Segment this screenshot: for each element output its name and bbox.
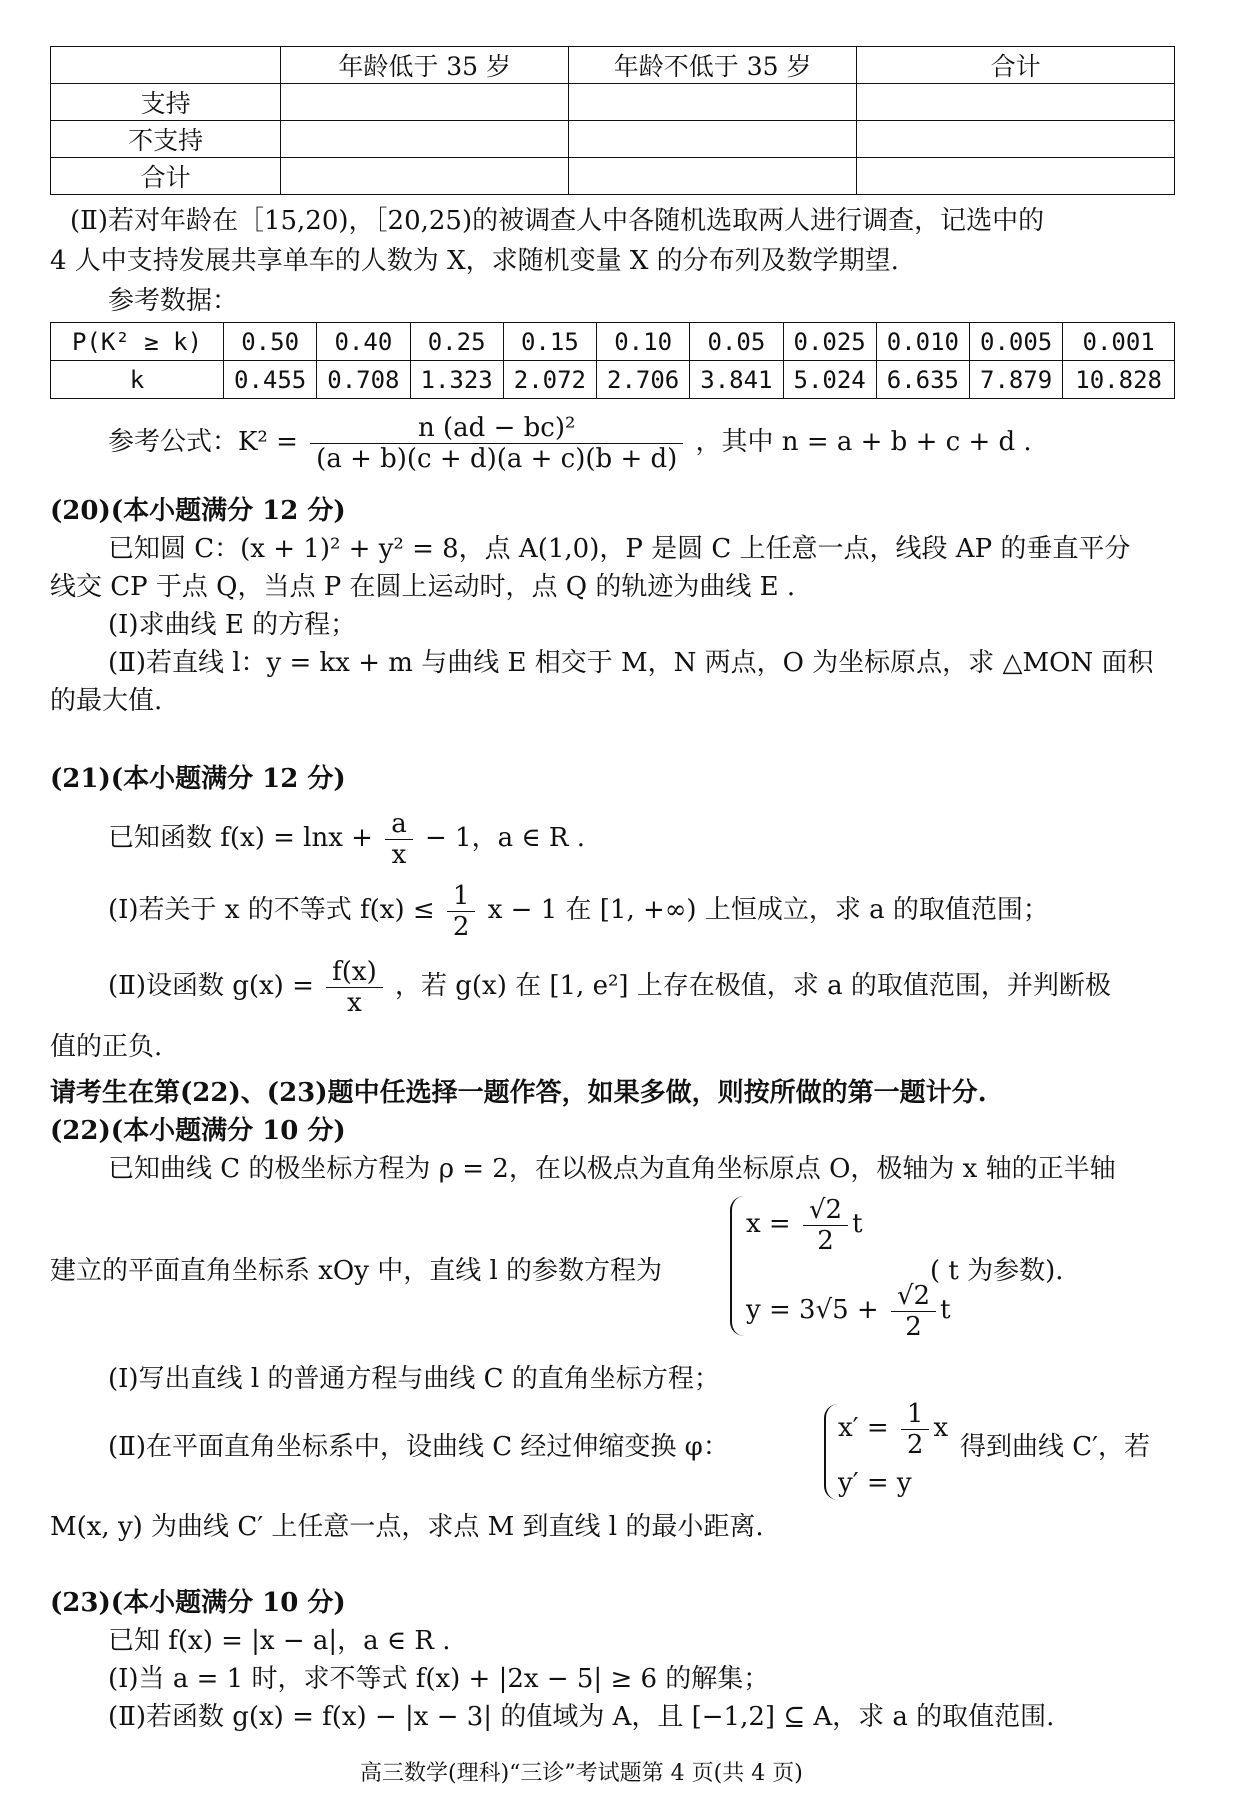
eq-y-prefix: y = 3√5 + [746, 1295, 879, 1325]
transform-x-suffix: x [933, 1413, 949, 1443]
table-row [51, 158, 1175, 195]
fraction-numerator: 1 [447, 881, 476, 912]
survey-table [50, 46, 1175, 195]
q22-line2-prefix: 建立的平面直角坐标系 xOy 中，直线 l 的参数方程为 [50, 1256, 663, 1286]
eq-y-suffix: t [940, 1295, 951, 1325]
fraction-denominator: 2 [906, 1429, 924, 1460]
row-label: 支持 [51, 84, 281, 121]
table-header-cell: 年龄低于 35 岁 [281, 47, 569, 84]
table-cell: 0.40 [317, 323, 410, 361]
table-cell: 0.708 [317, 361, 410, 399]
ref-data-label: 参考数据： [108, 286, 239, 316]
equation-brace [730, 1196, 746, 1336]
table-row [51, 323, 1175, 361]
q21-part2 [108, 954, 1111, 1018]
eq-y-fraction [891, 1281, 936, 1342]
fraction-numerator: f(x) [326, 957, 383, 988]
table-cell: 2.706 [597, 361, 690, 399]
table-cell: 0.15 [503, 323, 596, 361]
table-header-cell: 年龄不低于 35 岁 [569, 47, 857, 84]
q20-line1: 已知圆 C：(x + 1)² + y² = 8，点 A(1,0)，P 是圆 C 上任意一点，线段 AP 的垂直平分 [108, 534, 1131, 564]
q21-part1-fraction [447, 881, 476, 942]
table-cell: 0.010 [876, 323, 969, 361]
q21-title: (21)(本小题满分 12 分) [50, 764, 346, 794]
fraction-denominator: x [391, 839, 407, 870]
fraction-denominator: 2 [452, 911, 470, 942]
table-cell: 3.841 [690, 361, 783, 399]
fraction-denominator: 2 [817, 1225, 834, 1256]
table-cell: 0.05 [690, 323, 783, 361]
q22-part2-line2: M(x, y) 为曲线 C′ 上任意一点，求点 M 到直线 l 的最小距离. [50, 1512, 764, 1542]
q21-part2-fraction [326, 957, 383, 1018]
q23-part2: (Ⅱ)若函数 g(x) = f(x) − |x − 3| 的值域为 A，且 [−1,2] ⊆ A，求 a 的取值范围. [108, 1702, 1055, 1732]
q22-part1: (Ⅰ)写出直线 l 的普通方程与曲线 C 的直角坐标方程； [108, 1364, 720, 1394]
q21-part2-prefix: (Ⅱ)设函数 g(x) = [108, 971, 314, 1001]
formula-prefix: 参考公式：K² = [108, 427, 298, 457]
q20-part1: (Ⅰ)求曲线 E 的方程； [108, 610, 357, 640]
transform-x-fraction [901, 1399, 930, 1460]
table-cell: 0.005 [970, 323, 1063, 361]
q22-line1: 已知曲线 C 的极坐标方程为 ρ = 2，在以极点为直角坐标原点 O，极轴为 x 轴的正半轴 [108, 1154, 1116, 1184]
eq-x-suffix: t [852, 1209, 863, 1239]
q23-title: (23)(本小题满分 10 分) [50, 1588, 346, 1618]
table-cell: 5.024 [783, 361, 876, 399]
fraction-denominator: x [347, 987, 362, 1018]
table-row [51, 361, 1175, 399]
q20-part2-line1: (Ⅱ)若直线 l：y = kx + m 与曲线 E 相交于 M，N 两点，O 为坐标原点，求 △MON 面积 [108, 648, 1154, 678]
formula-numerator: n (ad − bc)² [310, 413, 683, 444]
q21-part2-suffix: ，若 g(x) 在 [1, e²] 上存在极值，求 a 的取值范围，并判断极 [394, 971, 1111, 1001]
q22-part2-suffix: 得到曲线 C′，若 [960, 1432, 1151, 1462]
q20-line2: 线交 CP 于点 Q，当点 P 在圆上运动时，点 Q 的轨迹为曲线 E . [50, 572, 796, 602]
eq-x-fraction [803, 1195, 848, 1256]
transform-x-prefix: x′ = [838, 1413, 889, 1443]
table-cell: 0.25 [410, 323, 503, 361]
q19-part2-line1: (Ⅱ)若对年龄在［15,20)，［20,25)的被调查人中各随机选取两人进行调查，记选中的 [70, 206, 1045, 236]
table-cell: 2.072 [503, 361, 596, 399]
row-label: P(K² ≥ k) [51, 323, 224, 361]
selection-notice: 请考生在第(22)、(23)题中任选择一题作答，如果多做，则按所做的第一题计分. [50, 1078, 987, 1108]
table-cell: 7.879 [970, 361, 1063, 399]
table-cell [51, 47, 281, 84]
table-cell: 10.828 [1063, 361, 1175, 399]
table-row [51, 121, 1175, 158]
q21-part1-suffix: x − 1 在 [1, +∞) 上恒成立，求 a 的取值范围； [487, 895, 1049, 925]
q23-stem: 已知 f(x) = |x − a|，a ∈ R . [108, 1626, 451, 1656]
table-cell: 0.455 [224, 361, 317, 399]
formula-denominator: (a + b)(c + d)(a + c)(b + d) [316, 443, 678, 474]
transform-brace [824, 1404, 838, 1500]
param-eq-y [746, 1278, 951, 1342]
row-label: 不支持 [51, 121, 281, 158]
k-squared-table [50, 322, 1175, 399]
table-cell: 0.10 [597, 323, 690, 361]
fraction-numerator: a [385, 809, 413, 840]
table-cell: 0.50 [224, 323, 317, 361]
param-eq-x [746, 1192, 863, 1256]
q23-part1: (Ⅰ)当 a = 1 时，求不等式 f(x) + |2x − 5| ≥ 6 的解集； [108, 1664, 770, 1694]
q20-part2-line2: 的最大值. [50, 686, 163, 716]
q21-stem [108, 806, 585, 870]
fraction-denominator: 2 [905, 1311, 922, 1342]
transform-eq-y: y′ = y [838, 1468, 912, 1498]
table-cell: 1.323 [410, 361, 503, 399]
table-header-cell: 合计 [857, 47, 1175, 84]
fraction-numerator: √2 [803, 1195, 848, 1226]
eq-x-prefix: x = [746, 1209, 791, 1239]
formula-suffix: ，其中 n = a + b + c + d . [695, 427, 1032, 457]
q21-part1 [108, 878, 1049, 942]
table-header-row [51, 47, 1175, 84]
q21-part1-prefix: (Ⅰ)若关于 x 的不等式 f(x) ≤ [108, 895, 435, 925]
reference-formula [108, 410, 1032, 474]
table-cell: 6.635 [876, 361, 969, 399]
table-cell: 0.001 [1063, 323, 1175, 361]
q22-part2-prefix: (Ⅱ)在平面直角坐标系中，设曲线 C 经过伸缩变换 φ： [108, 1432, 729, 1462]
q21-part2-line2: 值的正负. [50, 1032, 163, 1062]
row-label: 合计 [51, 158, 281, 195]
row-label: k [51, 361, 224, 399]
transform-eq-x [838, 1396, 948, 1460]
q21-stem-fraction [385, 809, 413, 870]
param-note: ( t 为参数). [930, 1256, 1064, 1286]
q20-title: (20)(本小题满分 12 分) [50, 496, 346, 526]
q19-part2-line2: 4 人中支持发展共享单车的人数为 X，求随机变量 X 的分布列及数学期望. [50, 246, 899, 276]
fraction-numerator: √2 [891, 1281, 936, 1312]
fraction-numerator: 1 [901, 1399, 930, 1430]
q21-stem-suffix: − 1，a ∈ R . [424, 823, 585, 853]
table-row [51, 84, 1175, 121]
page-footer: 高三数学(理科)“三诊”考试题第 4 页(共 4 页) [360, 1761, 803, 1786]
q22-title: (22)(本小题满分 10 分) [50, 1116, 346, 1146]
table-cell: 0.025 [783, 323, 876, 361]
q21-stem-prefix: 已知函数 f(x) = lnx + [108, 823, 373, 853]
formula-fraction [310, 413, 683, 474]
